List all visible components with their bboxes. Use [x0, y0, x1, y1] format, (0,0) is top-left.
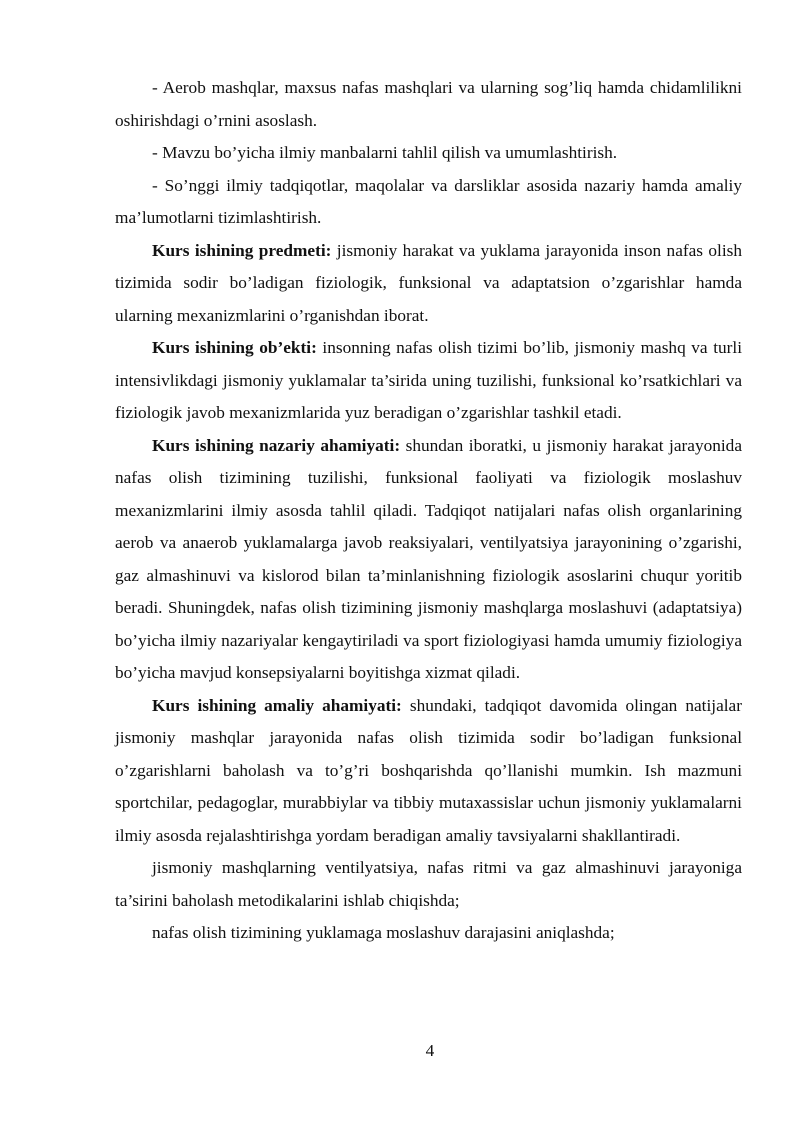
paragraph-text: insonning nafas olish tizimi bo’lib, jismoniy mashq va turli intensivlikdagi jismoniy yuklamalar ta’sirida uning tuzilishi, funksional ko’rsatkichlari va fiziologik javob mexanizmlarida yuz beradigan o’zgarishlar tashkil etadi. [115, 338, 742, 422]
paragraph-text: shundaki, tadqiqot davomida olingan natijalar jismoniy mashqlar jarayonida nafas olish tizimida sodir bo’ladigan funksional o’zgarishlarni baholash va to’g’ri boshqarishda qo’llanishi mumkin. Ish mazmuni sportchilar, pedagoglar, murabbiylar va tibbiy mutaxassislar uchun jismoniy yuklamalarni ilmiy asosda rejalashtirishga yordam beradigan amaliy tavsiyalarni shakllantiradi. [115, 695, 742, 845]
paragraph-methods [115, 852, 742, 917]
paragraph-text: shundan iboratki, u jismoniy harakat jarayonida nafas olish tizimining tuzilishi, funksional faoliyati va fiziologik moslashuv mexanizmlarini ilmiy asosda tahlil qiladi. Tadqiqot natijalari nafas olish organlarining aerob va anaerob yuklamalarga javob reaksiyalari, ventilyatsiya jarayonining o’zgarishi, gaz almashinuvi va kislorod bilan ta’minlanishning fiziologik asoslarini chuqur yoritib beradi. Shuningdek, nafas olish tizimining jismoniy mashqlarga moslashuvi (adaptatsiya) bo’yicha ilmiy nazariyalar kengaytiriladi va sport fiziologiyasi hamda umumiy fiziologiya bo’yicha mavjud konsepsiyalarni boyitishga xizmat qiladi. [115, 435, 742, 682]
paragraph-text: jismoniy harakat va yuklama jarayonida inson nafas olish tizimida sodir bo’ladigan fiziologik, funksional va adaptatsion o’zgarishlar hamda ularning mexanizmlarini o’rganishdan iborat. [115, 240, 742, 325]
paragraph-text: - Aerob mashqlar, maxsus nafas mashqlari va ularning sog’liq hamda chidamlilikni oshirishdagi o’rnini asoslash. [115, 78, 742, 130]
paragraph-heading: Kurs ishining predmeti: [152, 240, 332, 260]
paragraph-heading: Kurs ishining amaliy ahamiyati: [152, 695, 402, 715]
paragraph-text: - So’nggi ilmiy tadqiqotlar, maqolalar va darsliklar asosida nazariy hamda amaliy ma’lumotlarni tizimlashtirish. [115, 175, 742, 227]
paragraph-heading: Kurs ishining nazariy ahamiyati: [152, 435, 401, 455]
page-body [115, 72, 742, 950]
paragraph-task-sources [115, 137, 742, 170]
page-number: 4 [425, 1041, 435, 1060]
paragraph-task-systematize [115, 170, 742, 235]
paragraph-theoretical-significance [115, 430, 742, 690]
paragraph-text: - Mavzu bo’yicha ilmiy manbalarni tahlil qilish va umumlashtirish. [152, 143, 618, 162]
paragraph-text: jismoniy mashqlarning ventilyatsiya, nafas ritmi va gaz almashinuvi jarayoniga ta’sirini baholash metodikalarini ishlab chiqishda; [115, 858, 742, 910]
paragraph-task-aerobic [115, 72, 742, 137]
paragraph-heading: Kurs ishining ob’ekti: [152, 338, 317, 357]
paragraph-subject [115, 235, 742, 333]
paragraph-object [115, 332, 742, 430]
paragraph-text: nafas olish tizimining yuklamaga moslashuv darajasini aniqlashda; [152, 923, 615, 942]
paragraph-practical-significance [115, 690, 742, 853]
paragraph-adaptation [115, 917, 742, 950]
